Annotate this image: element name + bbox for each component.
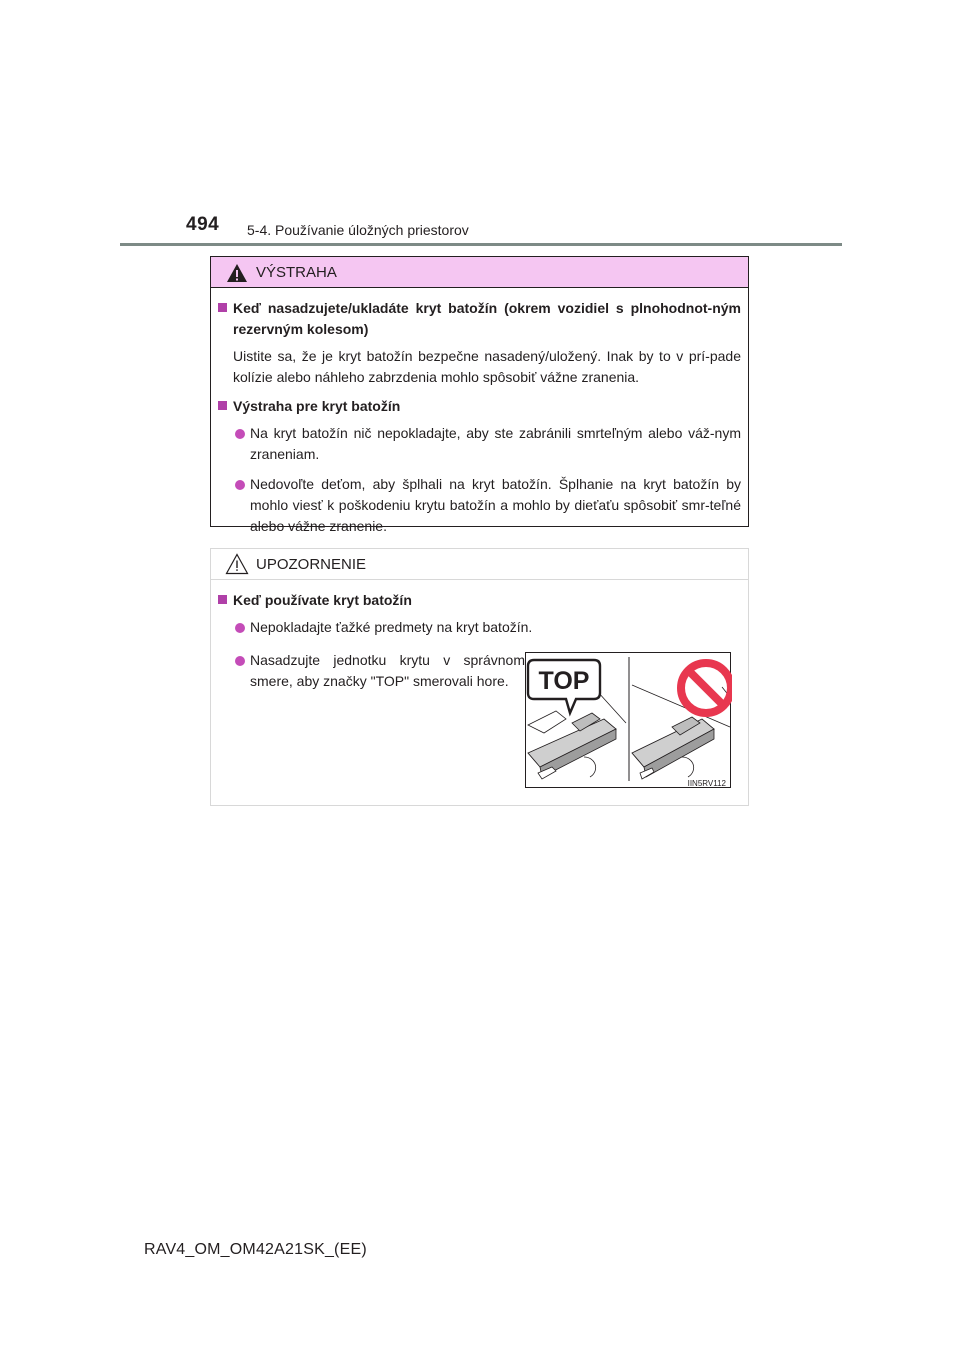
warning-header	[211, 257, 748, 288]
section-title: 5-4. Používanie úložných priestorov	[247, 222, 469, 238]
warning-bullet-1: Na kryt batožín nič nepokladajte, aby ste zabránili smrteľným alebo váž-nym zraneniam.	[218, 423, 741, 465]
warning-bullet-2: Nedovoľte deťom, aby šplhali na kryt batožín. Šplhanie na kryt batožín by mohlo viesť k poškodeniu krytu batožín a mohlo by dieťaťu spôsobiť smr-teľné alebo vážne zranenie.	[218, 474, 741, 537]
caution-triangle-icon	[225, 553, 249, 575]
top-mark-label: TOP	[538, 667, 590, 695]
caution-heading-1: Keď používate kryt batožín	[218, 590, 741, 611]
warning-triangle-icon	[226, 263, 248, 283]
warning-paragraph-1: Uistite sa, že je kryt batožín bezpečne nasadený/uložený. Inak by to v prí-pade kolízie alebo náhleho zabrzdenia mohlo spôsobiť vážne zranenia.	[233, 348, 741, 385]
cover-orientation-illustration	[525, 652, 731, 788]
square-bullet-icon	[218, 595, 227, 604]
circle-bullet-icon	[235, 656, 245, 666]
warning-box	[210, 256, 749, 534]
caution-bullet-1: Nepokladajte ťažké predmety na kryt batožín.	[218, 617, 741, 638]
header-rule	[120, 243, 842, 246]
caution-bullet-2: Nasadzujte jednotku krytu v správnom smere, aby značky "TOP" smerovali hore.	[218, 650, 525, 692]
document-code: RAV4_OM_OM42A21SK_(EE)	[144, 1241, 367, 1258]
caution-label: UPOZORNENIE	[256, 556, 367, 573]
square-bullet-icon	[218, 303, 227, 312]
cover-drawing	[526, 653, 732, 789]
circle-bullet-icon	[235, 429, 245, 439]
caution-header	[211, 549, 748, 580]
warning-heading-1: Keď nasadzujete/ukladáte kryt batožín (okrem vozidiel s plnohodnot-ným rezervným kolesom)	[218, 298, 741, 340]
warning-label: VÝSTRAHA	[256, 264, 337, 281]
illustration-code: IIN5RV112	[687, 779, 726, 788]
page-number: 494	[186, 214, 220, 235]
warning-heading-2: Výstraha pre kryt batožín	[218, 396, 741, 417]
circle-bullet-icon	[235, 623, 245, 633]
warning-body	[211, 288, 748, 537]
circle-bullet-icon	[235, 480, 245, 490]
square-bullet-icon	[218, 401, 227, 410]
